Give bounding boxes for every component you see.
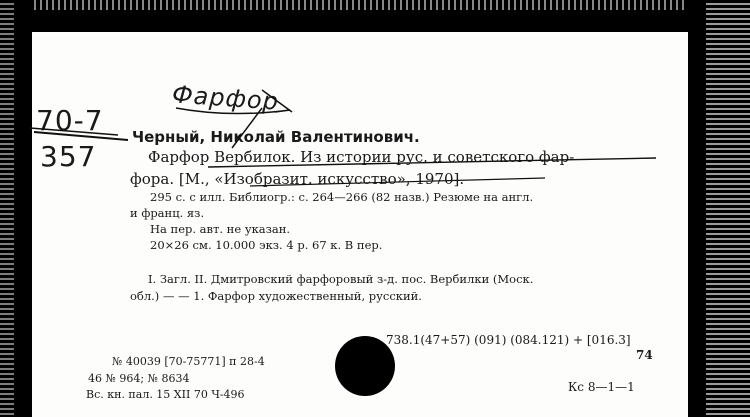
scan-edge-left — [0, 0, 14, 417]
udc-suffix: 74 — [636, 348, 653, 362]
udc-classification: 738.1(47+57) (091) (084.121) + [016.3] — [386, 333, 631, 347]
author-heading: Черный, Николай Валентинович. — [132, 128, 420, 146]
handwritten-call-number-bottom: 357 — [40, 140, 97, 173]
registry-line-3: Вс. кн. пал. 15 XII 70 Ч-496 — [86, 388, 245, 401]
cutter-number: Кс 8—1—1 — [568, 380, 635, 394]
description-line-1: 295 с. с илл. Библиогр.: с. 264—266 (82 назв.) Резюме на англ. — [150, 190, 534, 204]
title-line-1: Фарфор Вербилок. Из истории рус. и советского фар- — [148, 148, 575, 166]
subjects-line-1: I. Загл. II. Дмитровский фарфоровый з-д. пос. Вербилки (Моск. — [148, 272, 534, 286]
registry-line-1: № 40039 [70-75771] п 28-4 — [112, 355, 265, 368]
description-line-4: 20×26 см. 10.000 экз. 4 р. 67 к. В пер. — [150, 238, 383, 252]
subjects-line-2: обл.) — — 1. Фарфор художественный, русский. — [130, 289, 422, 303]
handwritten-call-number-top: 70-7 — [36, 104, 104, 137]
scan-edge-top — [0, 0, 750, 10]
scan-edge-right — [706, 0, 750, 417]
ink-blot-stamp — [335, 336, 395, 396]
description-line-3: На пер. авт. не указан. — [150, 222, 291, 236]
handwritten-subject: Фарфор — [171, 80, 280, 116]
title-line-2: фора. [М., «Изобразит. искусство», 1970]. — [130, 170, 465, 188]
description-line-2: и франц. яз. — [130, 206, 205, 220]
registry-line-2: 46 № 964; № 8634 — [88, 372, 190, 385]
